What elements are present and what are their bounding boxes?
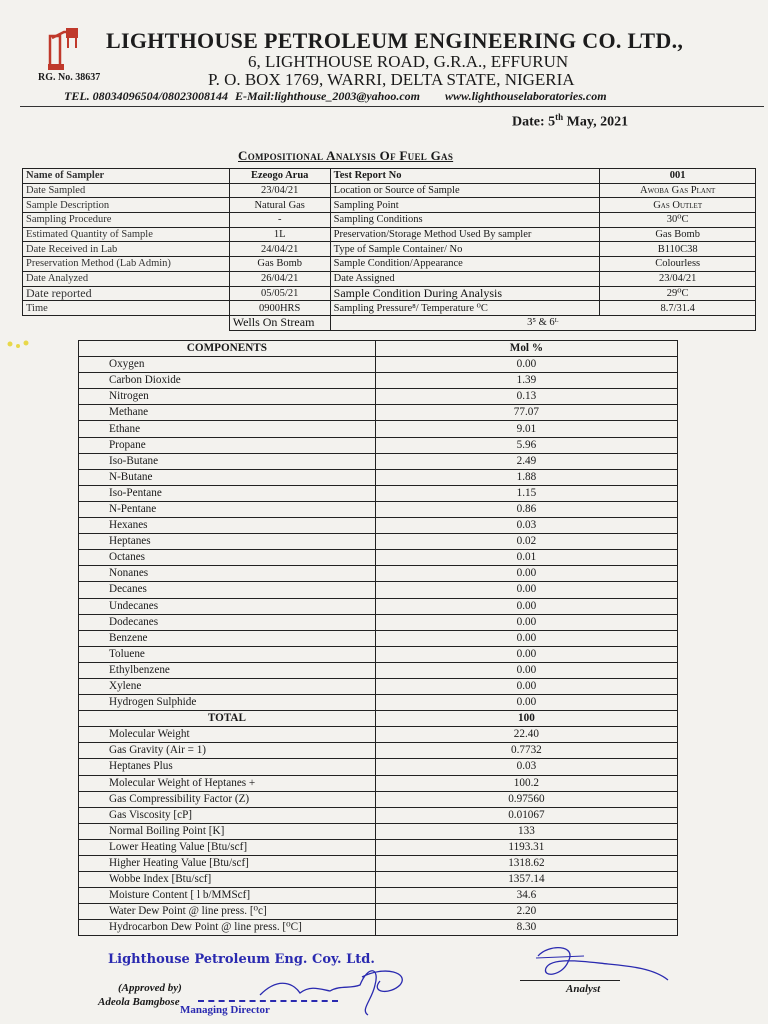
component-name: Molecular Weight <box>79 727 376 743</box>
property-row <box>79 872 678 888</box>
info-label: Date Analyzed <box>23 271 230 286</box>
info-label-2: Date Assigned <box>330 271 600 286</box>
contact-line <box>64 89 611 104</box>
property-row <box>79 904 678 920</box>
component-row <box>79 582 678 598</box>
component-value: 0.03 <box>375 759 677 775</box>
component-row <box>79 534 678 550</box>
approver-name: Adeola Bamgbose <box>98 996 180 1008</box>
component-value: 1357.14 <box>375 872 677 888</box>
component-name: Iso-Butane <box>79 453 376 469</box>
component-name: Carbon Dioxide <box>79 373 376 389</box>
info-value-2: B110C38 <box>600 242 756 257</box>
component-name: Gas Viscosity [cP] <box>79 807 376 823</box>
component-value: 0.86 <box>375 501 677 517</box>
component-value: 0.00 <box>375 582 677 598</box>
component-name: Propane <box>79 437 376 453</box>
info-value-2: Colourless <box>600 257 756 272</box>
component-value: 1.88 <box>375 469 677 485</box>
property-row <box>79 743 678 759</box>
info-label: Date reported <box>23 286 230 301</box>
info-value-2: 001 <box>600 169 756 184</box>
component-name: N-Butane <box>79 469 376 485</box>
component-value: 0.03 <box>375 518 677 534</box>
info-value-2: Gas Bomb <box>600 227 756 242</box>
info-label: Date Received in Lab <box>23 242 230 257</box>
component-name: Higher Heating Value [Btu/scf] <box>79 856 376 872</box>
info-row <box>23 257 756 272</box>
property-row <box>79 807 678 823</box>
component-name: TOTAL <box>79 711 376 727</box>
total-row <box>79 711 678 727</box>
lighthouse-logo-icon <box>42 26 90 72</box>
component-name: Heptanes Plus <box>79 759 376 775</box>
components-header-row <box>79 341 678 357</box>
component-name: Hydrocarbon Dew Point @ line press. [⁰C] <box>79 920 376 936</box>
component-value: 100 <box>375 711 677 727</box>
component-row <box>79 389 678 405</box>
property-row <box>79 727 678 743</box>
component-name: Hexanes <box>79 518 376 534</box>
component-name: Oxygen <box>79 357 376 373</box>
property-row <box>79 775 678 791</box>
component-name: Molecular Weight of Heptanes + <box>79 775 376 791</box>
info-value-2: 8.7/31.4 <box>600 301 756 316</box>
component-name: N-Pentane <box>79 501 376 517</box>
component-name: Undecanes <box>79 598 376 614</box>
component-name: Lower Heating Value [Btu/scf] <box>79 839 376 855</box>
info-row <box>23 242 756 257</box>
component-value: 9.01 <box>375 421 677 437</box>
component-name: Heptanes <box>79 534 376 550</box>
info-value: 05/05/21 <box>229 286 330 301</box>
info-value-2: Gas Outlet <box>600 198 756 213</box>
component-name: Decanes <box>79 582 376 598</box>
component-name: Moisture Content [ l b/MMScf] <box>79 888 376 904</box>
report-date: Date: 5th May, 2021 <box>512 112 629 130</box>
info-value: 0900HRS <box>229 301 330 316</box>
registration-number: RG. No. 38637 <box>38 72 101 83</box>
info-value: 23/04/21 <box>229 183 330 198</box>
info-label-2: Sample Condition During Analysis <box>330 286 600 301</box>
po-box-address: P. O. BOX 1769, WARRI, DELTA STATE, NIGERIA <box>208 70 575 89</box>
yellow-stain <box>4 338 34 352</box>
info-label-2: Sampling Point <box>330 198 600 213</box>
component-row <box>79 566 678 582</box>
component-value: 133 <box>375 823 677 839</box>
info-value-2: 23/04/21 <box>600 271 756 286</box>
component-row <box>79 614 678 630</box>
info-value: Natural Gas <box>229 198 330 213</box>
component-row <box>79 501 678 517</box>
info-row <box>23 198 756 213</box>
component-value: 0.97560 <box>375 791 677 807</box>
component-name: Nitrogen <box>79 389 376 405</box>
info-row <box>23 227 756 242</box>
email: E-Mail:lighthouse_2003@yahoo.com <box>235 89 420 103</box>
component-name: Water Dew Point @ line press. [⁰c] <box>79 904 376 920</box>
component-row <box>79 485 678 501</box>
component-value: 0.7732 <box>375 743 677 759</box>
component-value: 8.30 <box>375 920 677 936</box>
info-label: Name of Sampler <box>23 169 230 184</box>
component-name: COMPONENTS <box>79 341 376 357</box>
component-value: 0.00 <box>375 598 677 614</box>
component-value: 0.00 <box>375 614 677 630</box>
component-name: Benzene <box>79 630 376 646</box>
component-name: Toluene <box>79 646 376 662</box>
analyst-signature <box>528 942 673 986</box>
component-value: 0.00 <box>375 695 677 711</box>
info-row <box>23 301 756 316</box>
wells-on-stream-row <box>23 315 756 330</box>
property-row <box>79 839 678 855</box>
info-row <box>23 286 756 301</box>
component-value: 1.39 <box>375 373 677 389</box>
component-name: Methane <box>79 405 376 421</box>
analyst-label: Analyst <box>566 983 601 995</box>
component-name: Octanes <box>79 550 376 566</box>
component-name: Nonanes <box>79 566 376 582</box>
info-label: Date Sampled <box>23 183 230 198</box>
info-label-2: Test Report No <box>330 169 600 184</box>
info-label-2: Preservation/Storage Method Used By sampler <box>330 227 600 242</box>
info-row <box>23 183 756 198</box>
info-label: Sample Description <box>23 198 230 213</box>
component-value: 1193.31 <box>375 839 677 855</box>
info-label: Sampling Procedure <box>23 213 230 228</box>
property-row <box>79 920 678 936</box>
component-value: 77.07 <box>375 405 677 421</box>
company-name: LIGHTHOUSE PETROLEUM ENGINEERING CO. LTD., <box>106 28 684 53</box>
info-label-2: Sampling Conditions <box>330 213 600 228</box>
info-value: 26/04/21 <box>229 271 330 286</box>
component-value: 0.00 <box>375 357 677 373</box>
component-name: Dodecanes <box>79 614 376 630</box>
component-row <box>79 646 678 662</box>
component-row <box>79 662 678 678</box>
property-row <box>79 856 678 872</box>
component-name: Ethane <box>79 421 376 437</box>
component-name: Gas Compressibility Factor (Z) <box>79 791 376 807</box>
component-value: Mol % <box>375 341 677 357</box>
info-value: 1L <box>229 227 330 242</box>
component-value: 2.20 <box>375 904 677 920</box>
info-value-2: 29⁰C <box>600 286 756 301</box>
company-address: 6, LIGHTHOUSE ROAD, G.R.A., EFFURUN <box>248 52 569 71</box>
info-value-2: Awoba Gas Plant <box>600 183 756 198</box>
wells-on-stream-value: 3⁵ & 6ᴸ <box>330 315 755 330</box>
component-row <box>79 518 678 534</box>
info-row <box>23 169 756 184</box>
component-row <box>79 373 678 389</box>
component-value: 1318.62 <box>375 856 677 872</box>
component-row <box>79 405 678 421</box>
component-name: Wobbe Index [Btu/scf] <box>79 872 376 888</box>
info-label-2: Sample Condition/Appearance <box>330 257 600 272</box>
company-stamp: Lighthouse Petroleum Eng. Coy. Ltd. <box>108 952 375 967</box>
component-value: 0.00 <box>375 630 677 646</box>
component-value: 2.49 <box>375 453 677 469</box>
property-row <box>79 791 678 807</box>
info-label-2: Location or Source of Sample <box>330 183 600 198</box>
wells-on-stream-label: Wells On Stream <box>229 315 330 330</box>
component-row <box>79 469 678 485</box>
component-row <box>79 357 678 373</box>
component-row <box>79 421 678 437</box>
property-row <box>79 823 678 839</box>
component-value: 0.00 <box>375 566 677 582</box>
component-value: 100.2 <box>375 775 677 791</box>
director-signature <box>250 955 420 1017</box>
component-value: 0.00 <box>375 678 677 694</box>
component-row <box>79 678 678 694</box>
component-value: 0.00 <box>375 646 677 662</box>
component-value: 0.00 <box>375 662 677 678</box>
info-row <box>23 213 756 228</box>
website: www.lighthouselaboratories.com <box>445 89 607 103</box>
approved-by-label: (Approved by) <box>118 982 182 994</box>
approver-title: Managing Director <box>180 1004 270 1016</box>
sample-info-table <box>22 168 756 331</box>
component-name: Gas Gravity (Air = 1) <box>79 743 376 759</box>
info-label: Time <box>23 301 230 316</box>
info-value: 24/04/21 <box>229 242 330 257</box>
component-value: 1.15 <box>375 485 677 501</box>
component-row <box>79 695 678 711</box>
component-value: 0.02 <box>375 534 677 550</box>
property-row <box>79 759 678 775</box>
empty-cell <box>23 315 230 330</box>
component-name: Normal Boiling Point [K] <box>79 823 376 839</box>
info-value: Ezeogo Arua <box>229 169 330 184</box>
property-row <box>79 888 678 904</box>
component-row <box>79 630 678 646</box>
component-value: 22.40 <box>375 727 677 743</box>
component-name: Hydrogen Sulphide <box>79 695 376 711</box>
component-row <box>79 453 678 469</box>
info-value: - <box>229 213 330 228</box>
component-value: 0.13 <box>375 389 677 405</box>
component-value: 0.01067 <box>375 807 677 823</box>
info-label: Preservation Method (Lab Admin) <box>23 257 230 272</box>
component-row <box>79 550 678 566</box>
component-name: Iso-Pentane <box>79 485 376 501</box>
info-value: Gas Bomb <box>229 257 330 272</box>
component-name: Xylene <box>79 678 376 694</box>
header-divider <box>20 106 764 107</box>
info-label: Estimated Quantity of Sample <box>23 227 230 242</box>
info-label-2: Type of Sample Container/ No <box>330 242 600 257</box>
document-title: Compositional Analysis Of Fuel Gas <box>238 148 454 163</box>
component-value: 34.6 <box>375 888 677 904</box>
component-row <box>79 598 678 614</box>
component-name: Ethylbenzene <box>79 662 376 678</box>
info-row <box>23 271 756 286</box>
telephone: TEL. 08034096504/08023008144 <box>64 89 228 103</box>
component-row <box>79 437 678 453</box>
info-value-2: 30⁰C <box>600 213 756 228</box>
components-table <box>78 340 678 936</box>
component-value: 5.96 <box>375 437 677 453</box>
component-value: 0.01 <box>375 550 677 566</box>
info-label-2: Sampling Pressure⁸/ Temperature ⁰C <box>330 301 600 316</box>
